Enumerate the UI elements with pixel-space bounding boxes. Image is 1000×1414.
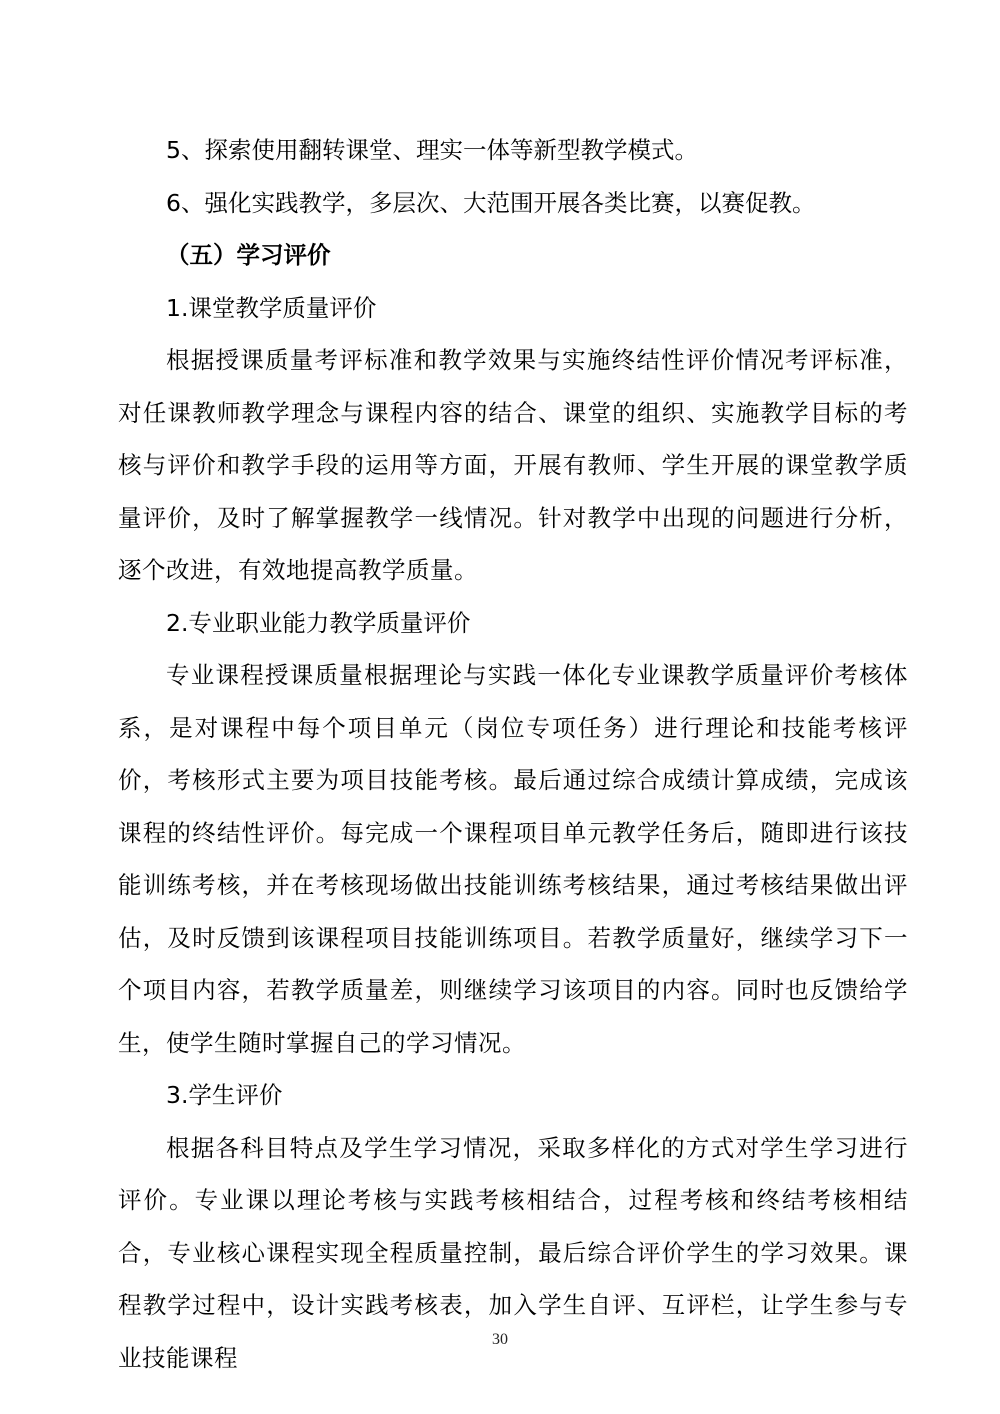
paragraph-1: 根据授课质量考评标准和教学效果与实施终结性评价情况考评标准，对任课教师教学理念与课程内容的结合、课堂的组织、实施教学目标的考核与评价和教学手段的运用等方面，开展有教师、学生开展的课堂教学质量评价，及时了解掌握教学一线情况。针对教学中出现的问题进行分析，逐个改进，有效地提高教学质量。 [118,346,908,584]
section-heading: （五）学习评价 [166,241,331,269]
paragraph-3: 根据各科目特点及学生学习情况，采取多样化的方式对学生学习进行评价。专业课以理论考核与实践考核相结合，过程考核和终结考核相结合，专业核心课程实现全程质量控制，最后综合评价学生的学习效果。课程教学过程中，设计实践考核表，加入学生自评、互评栏，让学生参与专业技能课程 [118,1133,908,1372]
list-item-5: 5、探索使用翻转课堂、理实一体等新型教学模式。 [166,136,698,164]
subsection-title-1: 1.课堂教学质量评价 [166,293,377,322]
subsection-title-3: 3.学生评价 [166,1081,283,1109]
page-content [118,124,908,1384]
page-number: 30 [492,1331,508,1348]
list-item-6: 6、强化实践教学，多层次、大范围开展各类比赛，以赛促教。 [166,188,816,217]
subsection-title-2: 2.专业职业能力教学质量评价 [166,608,471,637]
paragraph-2: 专业课程授课质量根据理论与实践一体化专业课教学质量评价考核体系，是对课程中每个项目单元（岗位专项任务）进行理论和技能考核评价，考核形式主要为项目技能考核。最后通过综合成绩计算成绩，完成该课程的终结性评价。每完成一个课程项目单元教学任务后，随即进行该技能训练考核，并在考核现场做出技能训练考核结果，通过考核结果做出评估，及时反馈到该课程项目技能训练项目。若教学质量好，继续学习下一个项目内容，若教学质量差，则继续学习该项目的内容。同时也反馈给学生，使学生随时掌握自己的学习情况。 [118,661,908,1057]
